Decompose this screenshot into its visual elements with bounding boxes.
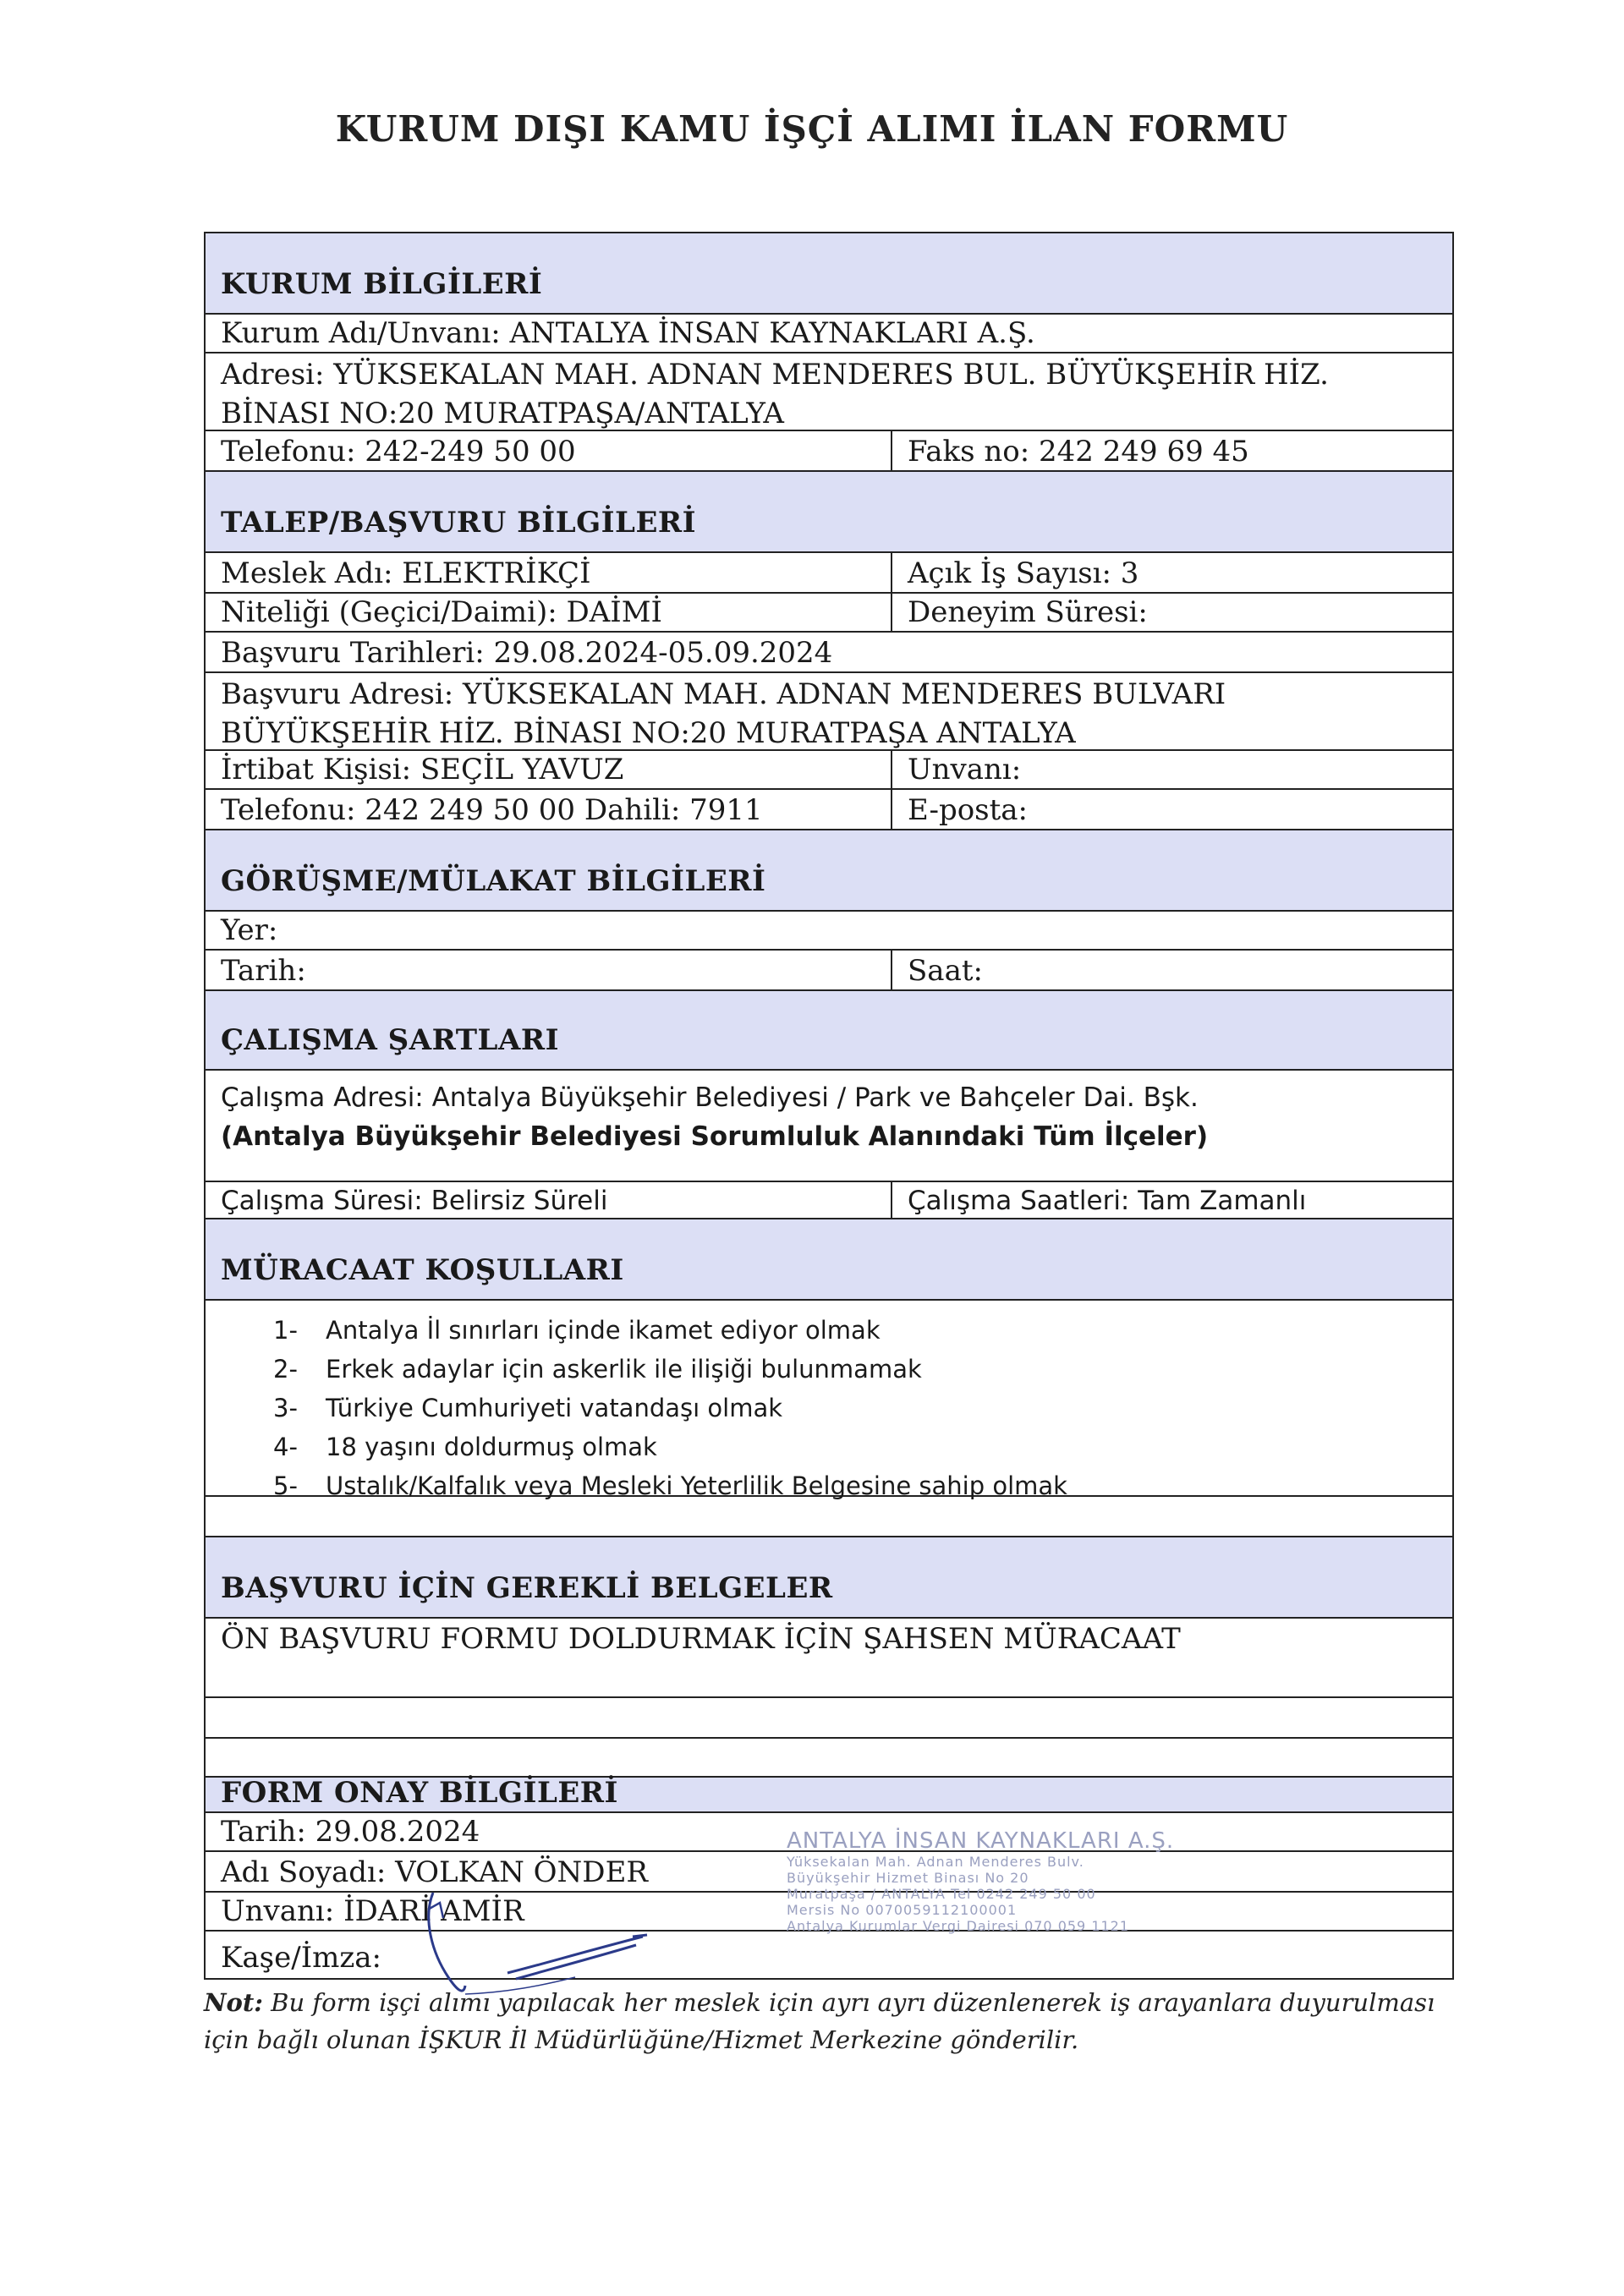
kurum-adi: Kurum Adı/Unvanı: ANTALYA İNSAN KAYNAKLARI A.Ş. xyxy=(221,316,1035,350)
row-kurum-adres xyxy=(206,353,1452,431)
row-calisma-suresi xyxy=(206,1182,1452,1219)
list-item: 2- Erkek adaylar için askerlik ile ilişiği bulunmamak xyxy=(273,1355,922,1384)
row-irtibat xyxy=(206,751,1452,790)
kurum-faks: Faks no: 242 249 69 45 xyxy=(908,435,1249,469)
onay-tarih: Tarih: 29.08.2024 xyxy=(221,1815,480,1849)
section-header-belgeler xyxy=(206,1537,1452,1619)
e-posta: E-posta: xyxy=(908,793,1029,827)
row-belgeler xyxy=(206,1619,1452,1698)
form-title: KURUM DIŞI KAMU İŞÇİ ALIMI İLAN FORMU xyxy=(335,108,1289,150)
section-title: ÇALIŞMA ŞARTLARI xyxy=(221,1023,559,1057)
deneyim-suresi: Deneyim Süresi: xyxy=(908,595,1148,629)
basvuru-adresi: Başvuru Adresi: YÜKSEKALAN MAH. ADNAN MENDERES BULVARI BÜYÜKŞEHİR HİZ. BİNASI NO:20 MURATPAŞA ANTALYA xyxy=(221,677,1226,750)
list-item: 5- Ustalık/Kalfalık veya Mesleki Yeterlilik Belgesine sahip olmak xyxy=(273,1471,1067,1500)
gorusme-tarih: Tarih: xyxy=(221,954,306,988)
row-calisma-adresi xyxy=(206,1071,1452,1182)
row-empty xyxy=(206,1497,1452,1537)
row-basvuru-adresi xyxy=(206,673,1452,751)
list-item: 4- 18 yaşını doldurmuş olmak xyxy=(273,1433,657,1461)
gorusme-yer: Yer: xyxy=(221,913,278,947)
note-text: Bu form işçi alımı yapılacak her meslek için ayrı ayrı düzenlenerek iş arayanlara duyurulması için bağlı olunan İŞKUR İl Müdürlüğüne/Hizmet Merkezine gönderilir. xyxy=(204,1988,1435,2054)
row-kurum-telefon xyxy=(206,431,1452,472)
row-kurum-adi xyxy=(206,315,1452,353)
calisma-adresi-ilceler: (Antalya Büyükşehir Belediyesi Sorumluluk Alanındaki Tüm İlçeler) xyxy=(221,1121,1209,1152)
row-kase-imza xyxy=(206,1932,1452,1981)
row-talep-telefon xyxy=(206,790,1452,830)
gorusme-saat: Saat: xyxy=(908,954,983,988)
footer-note xyxy=(204,1984,1464,2058)
talep-telefon: Telefonu: 242 249 50 00 Dahili: 7911 xyxy=(221,793,763,827)
kase-imza: Kaşe/İmza: xyxy=(221,1941,382,1975)
condition-list xyxy=(273,1311,1067,1505)
niteligi: Niteliği (Geçici/Daimi): DAİMİ xyxy=(221,595,662,629)
section-header-gorusme xyxy=(206,830,1452,912)
row-yer xyxy=(206,912,1452,951)
section-header-talep xyxy=(206,472,1452,553)
irtibat-kisisi: İrtibat Kişisi: SEÇİL YAVUZ xyxy=(221,753,624,786)
row-muracaat-list xyxy=(206,1301,1452,1500)
meslek-adi: Meslek Adı: ELEKTRİKÇİ xyxy=(221,556,591,590)
section-title: FORM ONAY BİLGİLERİ xyxy=(221,1776,618,1810)
list-item: 3- Türkiye Cumhuriyeti vatandaşı olmak xyxy=(273,1394,783,1422)
section-title: MÜRACAAT KOŞULLARI xyxy=(221,1253,624,1287)
list-item: 1- Antalya İl sınırları içinde ikamet ediyor olmak xyxy=(273,1316,881,1345)
onay-adi-soyadi: Adı Soyadı: VOLKAN ÖNDER xyxy=(221,1855,648,1889)
row-basvuru-tarihleri xyxy=(206,633,1452,673)
calisma-saatleri: Çalışma Saatleri: Tam Zamanlı xyxy=(908,1186,1307,1216)
row-nitelik xyxy=(206,594,1452,633)
section-title: BAŞVURU İÇİN GEREKLİ BELGELER xyxy=(221,1571,833,1605)
company-stamp: ANTALYA İNSAN KAYNAKLARI A.Ş. Yüksekalan Mah. Adnan Menderes Bulv. Büyükşehir Hizmet Binası No 20 Muratpaşa / ANTALYA Tel 0242 249 50 00 Mersis No 0070059112100001 Antalya Kurumlar Vergi Dairesi 070 059 1121 xyxy=(787,1828,1175,1934)
gerekli-belgeler: ÖN BAŞVURU FORMU DOLDURMAK İÇİN ŞAHSEN MÜRACAAT xyxy=(221,1622,1181,1656)
announcement-form xyxy=(204,232,1454,1980)
section-header-onay xyxy=(206,1778,1452,1813)
section-title: TALEP/BAŞVURU BİLGİLERİ xyxy=(221,506,697,540)
calisma-adresi: Çalışma Adresi: Antalya Büyükşehir Belediyesi / Park ve Bahçeler Dai. Bşk. xyxy=(221,1082,1199,1113)
section-title: GÖRÜŞME/MÜLAKAT BİLGİLERİ xyxy=(221,864,766,898)
basvuru-tarihleri: Başvuru Tarihleri: 29.08.2024-05.09.2024 xyxy=(221,636,833,670)
section-header-calisma xyxy=(206,991,1452,1071)
calisma-suresi: Çalışma Süresi: Belirsiz Süreli xyxy=(221,1186,608,1216)
note-label: Not: xyxy=(204,1988,263,2017)
kurum-telefon: Telefonu: 242-249 50 00 xyxy=(221,435,576,469)
row-gorusme-tarih xyxy=(206,951,1452,991)
section-title: KURUM BİLGİLERİ xyxy=(221,267,543,301)
row-empty xyxy=(206,1698,1452,1739)
section-header-kurum xyxy=(206,233,1452,315)
row-meslek xyxy=(206,553,1452,594)
section-header-muracaat xyxy=(206,1219,1452,1301)
onay-unvan: Unvanı: İDARİ AMİR xyxy=(221,1894,524,1928)
acik-is-sayisi: Açık İş Sayısı: 3 xyxy=(908,556,1139,590)
irtibat-unvani: Unvanı: xyxy=(908,753,1022,786)
kurum-adres: Adresi: YÜKSEKALAN MAH. ADNAN MENDERES BUL. BÜYÜKŞEHİR HİZ. BİNASI NO:20 MURATPAŞA/ANTALYA xyxy=(221,358,1329,430)
row-empty xyxy=(206,1739,1452,1778)
